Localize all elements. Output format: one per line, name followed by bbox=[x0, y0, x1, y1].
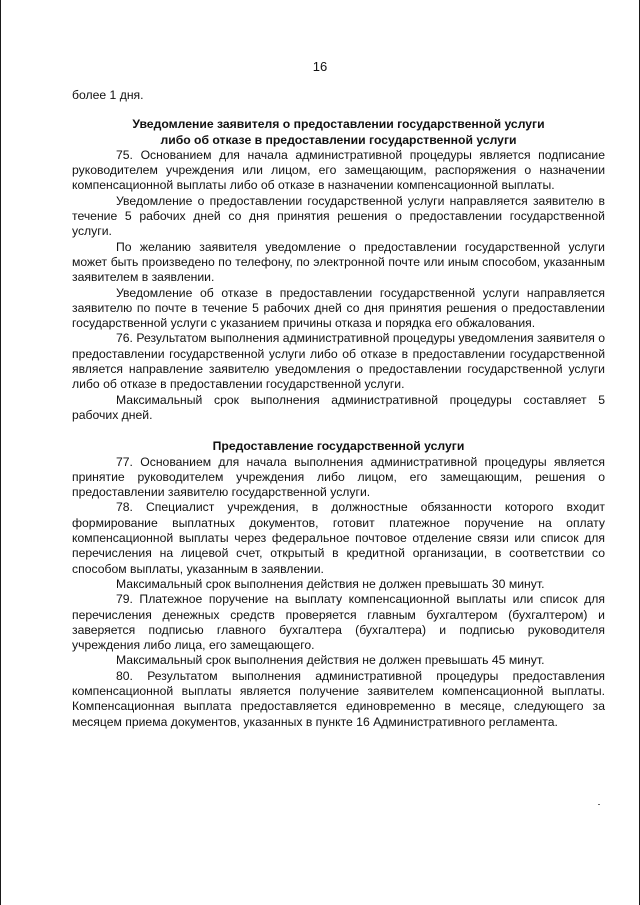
paragraph-76: 76. Результатом выполнения административной процедуры уведомления заявителя о предоставлении государственной услуги либо об отказе в предоставлении государственной является направление заявителю уведомления о предоставлении государственной услуги либо об отказе в предоставлении государственной услуги. bbox=[72, 331, 605, 392]
paragraph-77: 77. Основанием для начала выполнения административной процедуры является принятие руководителем учреждения либо лицом, его замещающим, решения о предоставлении заявителю государственной услуги. bbox=[72, 454, 605, 500]
paragraph-75-refusal: Уведомление об отказе в предоставлении государственной услуги направляется заявителю по почте в течение 5 рабочих дней со дня принятия решения о предоставлении государственной услуги с указанием причины отказа и порядка его обжалования. bbox=[72, 285, 605, 331]
document-body bbox=[72, 88, 605, 730]
paragraph-75-notice: Уведомление о предоставлении государственной услуги направляется заявителю в течение 5 рабочих дней со дня принятия решения о предоставлении государственной услуги. bbox=[72, 193, 605, 239]
heading-line: Уведомление заявителя о предоставлении государственной услуги bbox=[132, 117, 545, 132]
section-heading-provision: Предоставление государственной услуги bbox=[212, 439, 465, 454]
paragraph-80: 80. Результатом выполнения административной процедуры предоставления компенсационной выплаты является получение заявителем компенсационной выплаты. Компенсационная выплата предоставляется единовременно в месяце, следующего за месяцем приема документов, указанных в пункте 16 Административного регламента. bbox=[72, 668, 605, 729]
heading-line: либо об отказе в предоставлении государственной услуги bbox=[160, 132, 517, 147]
paragraph-75-request: По желанию заявителя уведомление о предоставлении государственной услуги может быть произведено по телефону, по электронной почте или иным способом, указанным заявителем в заявлении. bbox=[72, 239, 605, 285]
paragraph-75: 75. Основанием для начала административной процедуры является подписание руководителем учреждения или лицом, его замещающим, распоряжения о назначении компенсационной выплаты либо об отказе в назначении компенсационной выплаты. bbox=[72, 147, 605, 193]
spacer bbox=[72, 423, 605, 439]
paragraph-79-deadline: Максимальный срок выполнения действия не должен превышать 45 минут. bbox=[116, 653, 545, 668]
spacer bbox=[72, 103, 605, 117]
scan-speck bbox=[598, 804, 600, 805]
page-number: 16 bbox=[312, 59, 328, 74]
paragraph-76-deadline: Максимальный срок выполнения административной процедуры составляет 5 рабочих дней. bbox=[72, 392, 605, 422]
section-heading-notification bbox=[72, 117, 605, 148]
paragraph-continuation: более 1 дня. bbox=[72, 88, 144, 102]
paragraph-78: 78. Специалист учреждения, в должностные обязанности которого входит формирование выплатных документов, готовит платежное поручение на оплату компенсационной выплаты через федеральное почтовое отделение связи или список для перечисления на лицевой счет, открытый в кредитной организации, в соответствии со способом выплаты, указанным в заявлении. bbox=[72, 500, 605, 576]
paragraph-79: 79. Платежное поручение на выплату компенсационной выплаты или список для перечисления денежных средств проверяется главным бухгалтером (бухгалтером) и заверяется подписью главного бухгалтера (бухгалтера) и подписью руководителя учреждения либо лица, его замещающего. bbox=[72, 592, 605, 653]
paragraph-78-deadline: Максимальный срок выполнения действия не должен превышать 30 минут. bbox=[116, 576, 545, 591]
